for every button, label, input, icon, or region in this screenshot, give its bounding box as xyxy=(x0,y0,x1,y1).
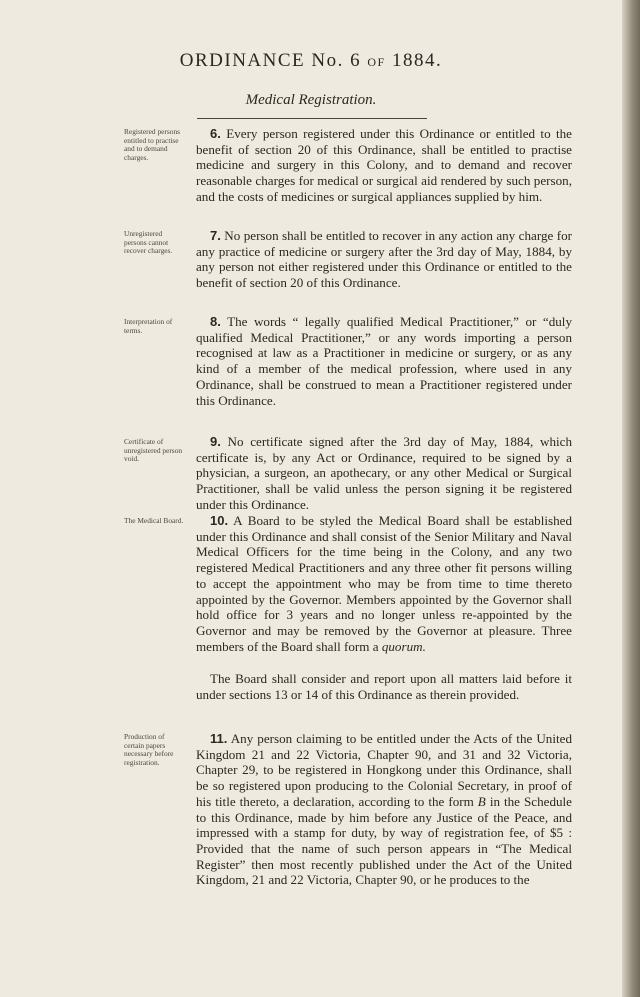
section-number: 10. xyxy=(210,513,229,528)
page-header-title xyxy=(0,50,622,72)
section-text: A Board to be styled the Medical Board shall be established under this Ordinance and shall consist of the Senior Military and Naval Medical Officers for the time being in the Colony, and any two registered Medical Practitioners and any three other fit persons willing to accept the appointment who may be from time to time thereto appointed by the Governor. Members appointed by the Governor shall hold office for 3 years and no longer unless re-appointed by the Governor and may be removed by the Governor at pleasure. Three members of the Board shall form a xyxy=(196,513,572,654)
section-7 xyxy=(196,228,572,291)
section-text: Any person claiming to be entitled under the Acts of the United Kingdom 21 and 22 Victoria, Chapter 90, and 31 and 32 Victoria, Chapter 29, to be registered in Hongkong under this Ordinance, shall be so registered upon producing to the Colonial Secretary, in proof of his title thereto, a declaration, according to the form xyxy=(196,731,572,809)
margin-note-10: The Medical Board. xyxy=(124,516,184,525)
section-text: The Board shall consider and report upon all matters laid before it under sections 13 or 14 of this Ordinance as therein provided. xyxy=(196,671,572,702)
section-number: 8. xyxy=(210,314,221,329)
section-number: 6. xyxy=(210,126,221,141)
margin-note-9: Certificate of unregistered person void. xyxy=(124,437,183,464)
section-number: 11. xyxy=(210,731,228,746)
section-title: Medical Registration. xyxy=(245,92,377,108)
header-title-of: of xyxy=(367,51,386,70)
section-10 xyxy=(196,513,572,654)
section-11 xyxy=(196,731,572,888)
margin-note-8: Interpretation of terms. xyxy=(124,317,173,335)
section-9 xyxy=(196,434,572,513)
form-letter: B xyxy=(477,793,486,809)
section-8 xyxy=(196,314,572,408)
margin-note-7: Unregistered persons cannot recover charges. xyxy=(124,229,173,256)
margin-note-11: Production of certain papers necessary before registration. xyxy=(124,732,174,767)
page-binding-edge xyxy=(622,0,640,997)
section-text: The words “ legally qualified Medical Practitioner,” or “duly qualified Medical Practitioner,” or any words importing a person recognised at law as a Practitioner in medicine or surgery, or as any kind of a member of the medical profession, where used in any Ordinance, shall be construed to mean a Practitioner registered under this Ordinance. xyxy=(196,314,572,408)
section-text-continued: in the Schedule to this Ordinance, made by him before any Justice of the Peace, and impressed with a stamp for duty, by way of registration fee, of $5 : Provided that the name of such person appears in “The Medical Register” then most recently published under the Act of the United Kingdom, 21 and 22 Victoria, Chapter 90, or he produces to the xyxy=(196,793,572,888)
quorum-word: quorum. xyxy=(381,638,426,654)
header-rule xyxy=(197,118,427,119)
section-text: Every person registered under this Ordinance or entitled to the benefit of section 20 of this Ordinance, shall be entitled to practise medicine and surgery in this Colony, and to demand and recover reasonable charges for medical or surgical aid rendered by such person, and the costs of medicines or surgical appliances supplied by him. xyxy=(196,126,572,204)
header-title-main: ORDINANCE No. 6 xyxy=(179,50,362,71)
section-10-continued xyxy=(196,671,572,702)
header-title-year: 1884. xyxy=(391,50,443,71)
section-text: No person shall be entitled to recover in any action any charge for any practice of medicine or surgery after the 3rd day of May, 1884, by any person not either registered under this Ordinance or entitled to the benefit of section 20 of this Ordinance. xyxy=(196,228,572,291)
section-number: 7. xyxy=(210,228,221,243)
section-text: No certificate signed after the 3rd day of May, 1884, which certificate is, by any Act or Ordinance, required to be signed by a physician, a surgeon, an apothecary, or any other Medical or Surgical Practitioner, shall be valid unless the person signing it be registered under this Ordinance. xyxy=(196,434,572,512)
margin-note-6: Registered persons entitled to practise and to demand charges. xyxy=(124,127,181,162)
section-number: 9. xyxy=(210,434,221,449)
section-6 xyxy=(196,126,572,205)
